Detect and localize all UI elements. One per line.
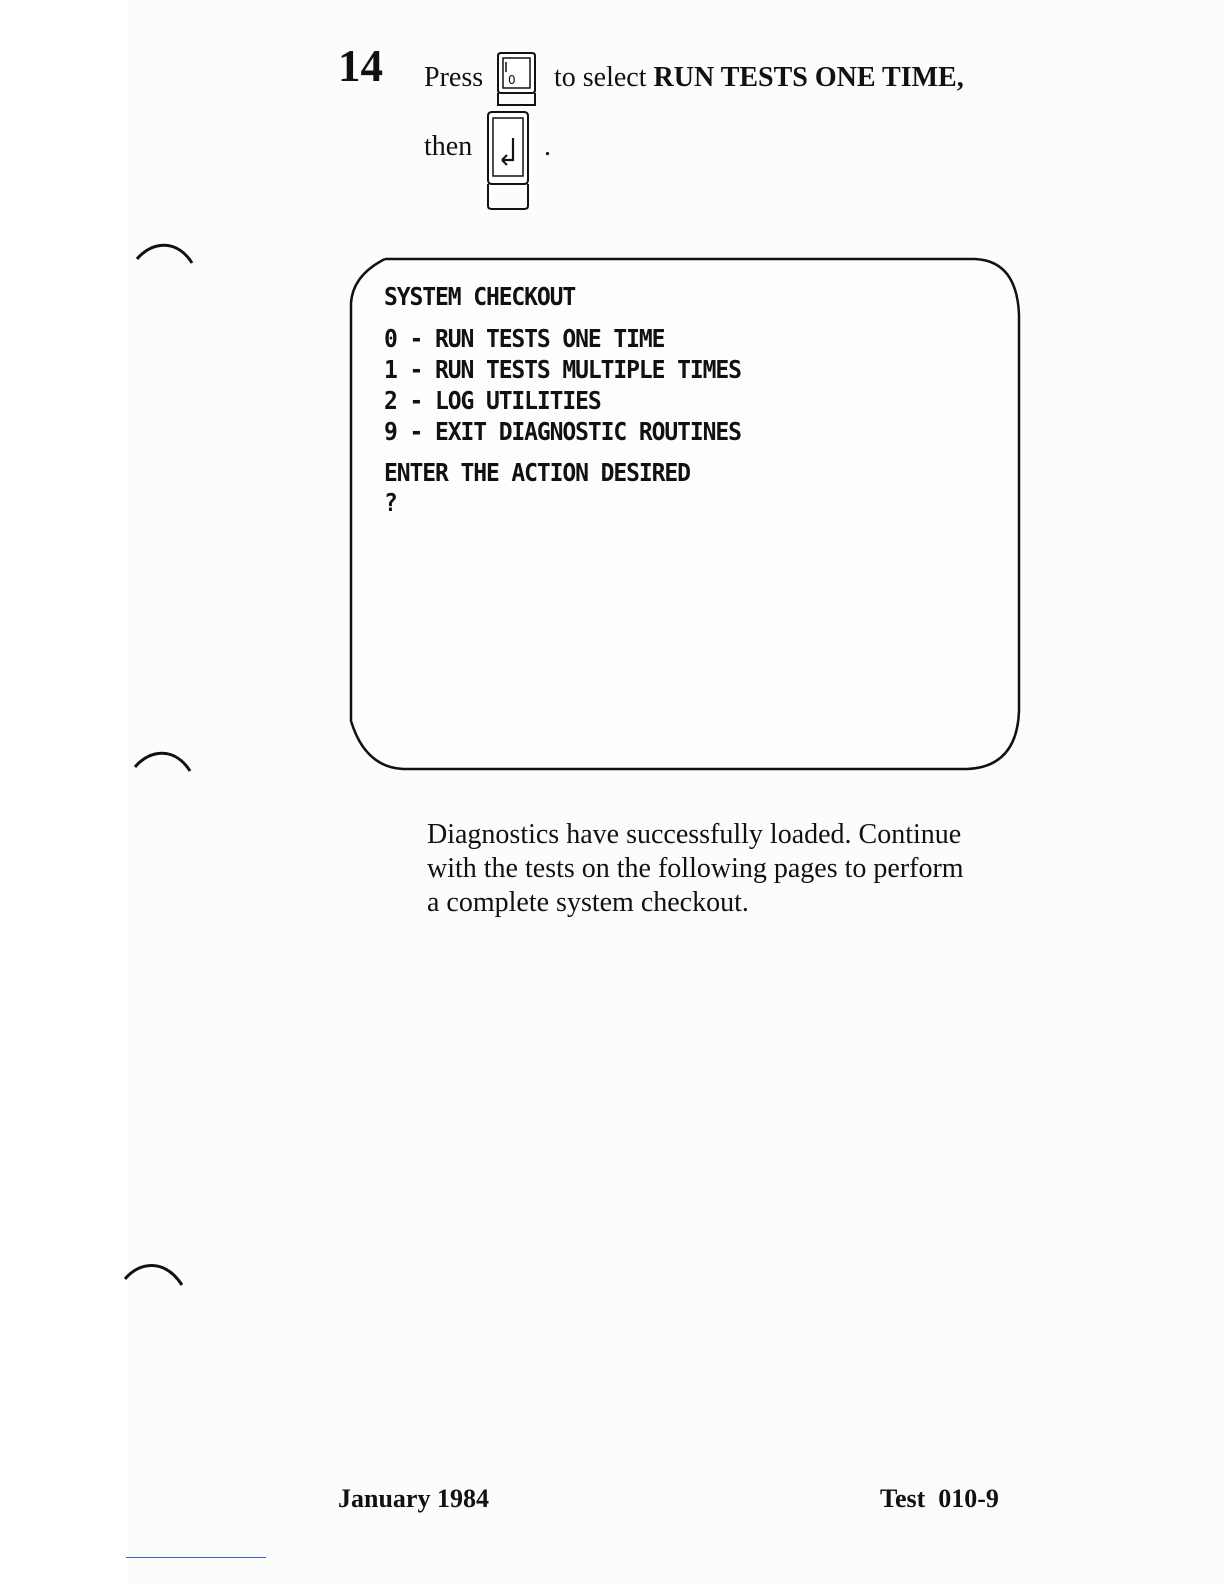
zero-key-icon bbox=[494, 50, 542, 108]
body-line: Diagnostics have successfully loaded. Continue bbox=[427, 819, 962, 850]
body-line: a complete system checkout. bbox=[427, 887, 749, 918]
zero-key-label: 0 bbox=[508, 73, 516, 87]
body-line: with the tests on the following pages to perform bbox=[427, 853, 964, 884]
selected-option-text: RUN TESTS ONE TIME, bbox=[653, 62, 964, 93]
screen-option: 1 - RUN TESTS MULTIPLE TIMES bbox=[384, 355, 741, 384]
press-label: Press bbox=[424, 62, 484, 93]
screen-prompt: ENTER THE ACTION DESIRED bbox=[384, 458, 690, 487]
screen-cursor: ? bbox=[384, 488, 397, 517]
binder-ring-mark-bottom bbox=[120, 1255, 190, 1295]
footer-date: January 1984 bbox=[338, 1484, 489, 1513]
scan-edge-rule bbox=[126, 1557, 266, 1558]
select-label: to select bbox=[554, 62, 647, 93]
select-text bbox=[554, 64, 964, 92]
binder-margin bbox=[0, 0, 128, 1584]
screen-option: 9 - EXIT DIAGNOSTIC ROUTINES bbox=[384, 417, 741, 446]
screen-title: SYSTEM CHECKOUT bbox=[384, 282, 576, 311]
footer-page-number: Test 010-9 bbox=[880, 1484, 999, 1513]
then-label: then bbox=[424, 131, 473, 162]
screen-option: 2 - LOG UTILITIES bbox=[384, 386, 601, 415]
screen-option: 0 - RUN TESTS ONE TIME bbox=[384, 324, 665, 353]
binder-ring-mark-top bbox=[132, 235, 202, 275]
period: . bbox=[544, 131, 551, 162]
enter-key-icon bbox=[482, 108, 534, 214]
binder-ring-mark-middle bbox=[130, 743, 200, 783]
body-paragraph bbox=[427, 818, 1027, 920]
step-number: 14 bbox=[338, 41, 383, 91]
